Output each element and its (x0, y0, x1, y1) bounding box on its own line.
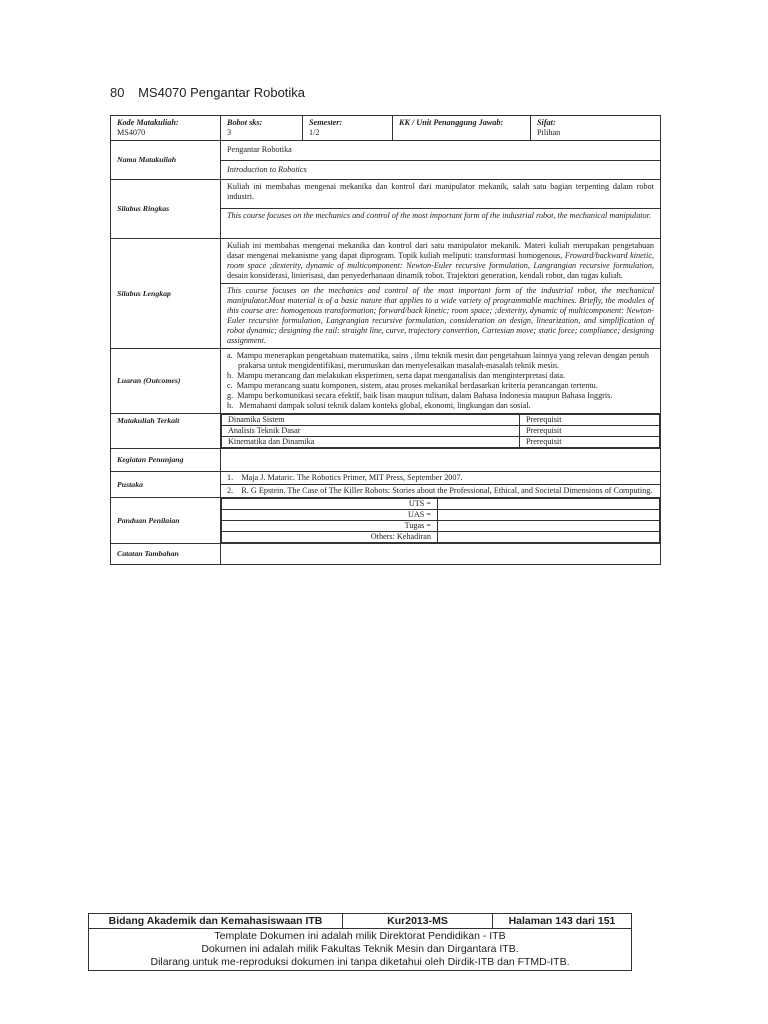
sifat-value: Pilihan (537, 128, 561, 137)
silabus-lengkap-en: This course focuses on the mechanics and control of the most important form of the industrial robot, the mechanical manipulator.Most material is of a basic nature that applies to a wide variety of programmable machines. Briefly, the modules of this course are: homogenous transformation; forward/back kinetic; room space; ;dexterity, dynamic of multicomponent: Newton-Euler recursive formulation, Langrangian recursive formulation, consideration on design, linearization, and simplification of robot dynamic; designing the rail: straight line, curve, trajectory convertion, Cartesian move; static force; compliance; designing assignment. (221, 284, 661, 349)
kode-value: MS4070 (117, 128, 146, 137)
silabus-lengkap-id-b: Froward/backward kinetic, room space ;dexterity, dynamic of multicomponent: Newton-Euler recursive formulation, Langrangian recursive formulation, (227, 251, 654, 270)
silabus-ringkas-label: Silabus Ringkas (111, 180, 221, 239)
terkait-name: Kinematika dan Dinamika (222, 437, 520, 448)
terkait-type: Prerequisit (520, 426, 660, 437)
course-table (110, 115, 661, 565)
table-row (222, 415, 660, 426)
table-row (222, 426, 660, 437)
table-row (222, 532, 660, 543)
page-header (110, 85, 305, 100)
luaran-item: b. Mampu merancang dan melakukan eksperimen, serta dapat menganalisis dan menginterpretasi data. (227, 371, 566, 380)
silabus-ringkas-row (111, 180, 661, 209)
panduan-item-value (438, 532, 660, 543)
terkait-row (111, 414, 661, 449)
silabus-lengkap-label: Silabus Lengkap (111, 239, 221, 349)
luaran-item: h. Memahami dampak solusi teknik dalam konteks global, ekonomi, lingkungan dan sosial. (227, 401, 531, 410)
table-row (222, 437, 660, 448)
terkait-cell (221, 414, 661, 449)
luaran-cell (221, 349, 661, 414)
footer-notice (89, 929, 632, 971)
footer-line3: Dilarang untuk me-reproduksi dokumen ini tanpa diketahui oleh Dirdik-ITB dan FTMD-ITB. (150, 956, 570, 969)
panduan-cell (221, 498, 661, 544)
panduan-item-label: Tugas = (222, 521, 438, 532)
luaran-item: c. Mampu merancang suatu komponen, sistem, atau proses mekanikal berdasarkan kriteria perancangan tertentu. (227, 381, 598, 390)
pustaka-row (111, 472, 661, 498)
pustaka-text: 1. Maja J. Mataric. The Robotics Primer, MIT Press, September 2007. (227, 473, 463, 482)
kode-label: Kode Matakuliah: (117, 118, 179, 127)
silabus-ringkas-id: Kuliah ini membahas mengenai mekanika dan kontrol dari manipulator mekanik, salah satu bagian terpenting dalam robot industri. (221, 180, 661, 209)
pustaka-label: Pustaka (111, 472, 221, 498)
pustaka-item (221, 485, 660, 497)
kegiatan-row (111, 449, 661, 472)
terkait-type: Prerequisit (520, 415, 660, 426)
silabus-lengkap-id (221, 239, 661, 284)
luaran-row (111, 349, 661, 414)
terkait-name: Analisis Teknik Dasar (222, 426, 520, 437)
panduan-item-value (438, 510, 660, 521)
panduan-table (221, 498, 660, 543)
nama-label: Nama Matakuliah (111, 141, 221, 180)
panduan-item-value (438, 499, 660, 510)
catatan-value (221, 544, 661, 565)
footer-kur: Kur2013-MS (343, 914, 493, 929)
silabus-ringkas-en: This course focuses on the mechanics and control of the most important form of the industrial robot, the mechanical manipulator. (221, 209, 661, 239)
terkait-label: Matakuliah Terkait (111, 414, 221, 449)
luaran-list (227, 351, 654, 411)
silabus-lengkap-row (111, 239, 661, 284)
panduan-item-value (438, 521, 660, 532)
panduan-item-label: UTS = (222, 499, 438, 510)
panduan-row (111, 498, 661, 544)
luaran-item: g. Mampu berkomunikasi secara efektif, baik lisan maupun tulisan, dalam Bahasa Indonesia maupun Bahasa Inggris. (227, 391, 613, 400)
bobot-label: Bobot sks: (227, 118, 263, 127)
footer-line2: Dokumen ini adalah milik Fakultas Teknik Mesin dan Dirgantara ITB. (201, 943, 519, 956)
terkait-name: Dinamika Sistem (222, 415, 520, 426)
luaran-label: Luaran (Outcomes) (111, 349, 221, 414)
kk-label: KK / Unit Penanggung Jawab: (399, 118, 504, 127)
semester-label: Semester: (309, 118, 343, 127)
pustaka-item (221, 472, 660, 485)
sifat-label: Sifat: (537, 118, 556, 127)
page-title: MS4070 Pengantar Robotika (138, 85, 306, 100)
semester-cell (303, 116, 393, 141)
silabus-lengkap-id-a: Kuliah ini membahas mengenai mekanika dan kontrol dari satu manipulator mekanik. Materi kuliah merupakan pengetahuan dasar mengenai mekanisme yang dapat diprogram. Topik kuliah meliputi: transformasi homogenous, (227, 241, 654, 260)
footer-notice-row (89, 929, 632, 971)
sifat-cell (531, 116, 661, 141)
kegiatan-value (221, 449, 661, 472)
catatan-label: Catatan Tambahan (111, 544, 221, 565)
footer-line1: Template Dokumen ini adalah milik Direktorat Pendidikan - ITB (214, 930, 506, 942)
panduan-item-label: UAS = (222, 510, 438, 521)
page-footer (88, 913, 632, 971)
footer-halaman: Halaman 143 dari 151 (493, 914, 632, 929)
silabus-lengkap-id-c: desain konsiderasi, linierisasi, dan penyederhanaan dinamik robot. Trajektori generation, kendali robot, dan tugas kuliah. (227, 271, 623, 280)
nama-en: Introduction to Robotics (221, 161, 661, 180)
page-number: 80 (110, 85, 125, 100)
pustaka-text: 2. R. G Epstein. The Case of The Killer Robots: Stories about the Professional, Ethical, and Societal Dimensions of Computing. (227, 486, 653, 495)
kk-cell (393, 116, 531, 141)
kegiatan-label: Kegiatan Penunjang (111, 449, 221, 472)
table-row (222, 499, 660, 510)
catatan-row (111, 544, 661, 565)
terkait-type: Prerequisit (520, 437, 660, 448)
table-row (222, 521, 660, 532)
nama-id: Pengantar Robotika (221, 141, 661, 161)
kode-cell (111, 116, 221, 141)
nama-row (111, 141, 661, 161)
panduan-item-label: Others: Kehadiran (222, 532, 438, 543)
terkait-table (221, 414, 660, 448)
footer-bidang: Bidang Akademik dan Kemahasiswaan ITB (89, 914, 343, 929)
luaran-item: a. Mampu menerapkan pengetahuan matematika, sains , ilmu teknik mesin dan pengetahuan lainnya yang relevan dengan penuh prakarsa untuk mengidentifikasi, merumuskan dan menyelesaikan masalah-masalah teknik mesin. (227, 351, 649, 370)
semester-value: 1/2 (309, 128, 320, 137)
bobot-value: 3 (227, 128, 232, 137)
bobot-cell (221, 116, 303, 141)
pustaka-cell (221, 472, 661, 498)
table-row (222, 510, 660, 521)
course-header-row (111, 116, 661, 141)
panduan-label: Panduan Penilaian (111, 498, 221, 544)
footer-top-row (89, 914, 632, 929)
